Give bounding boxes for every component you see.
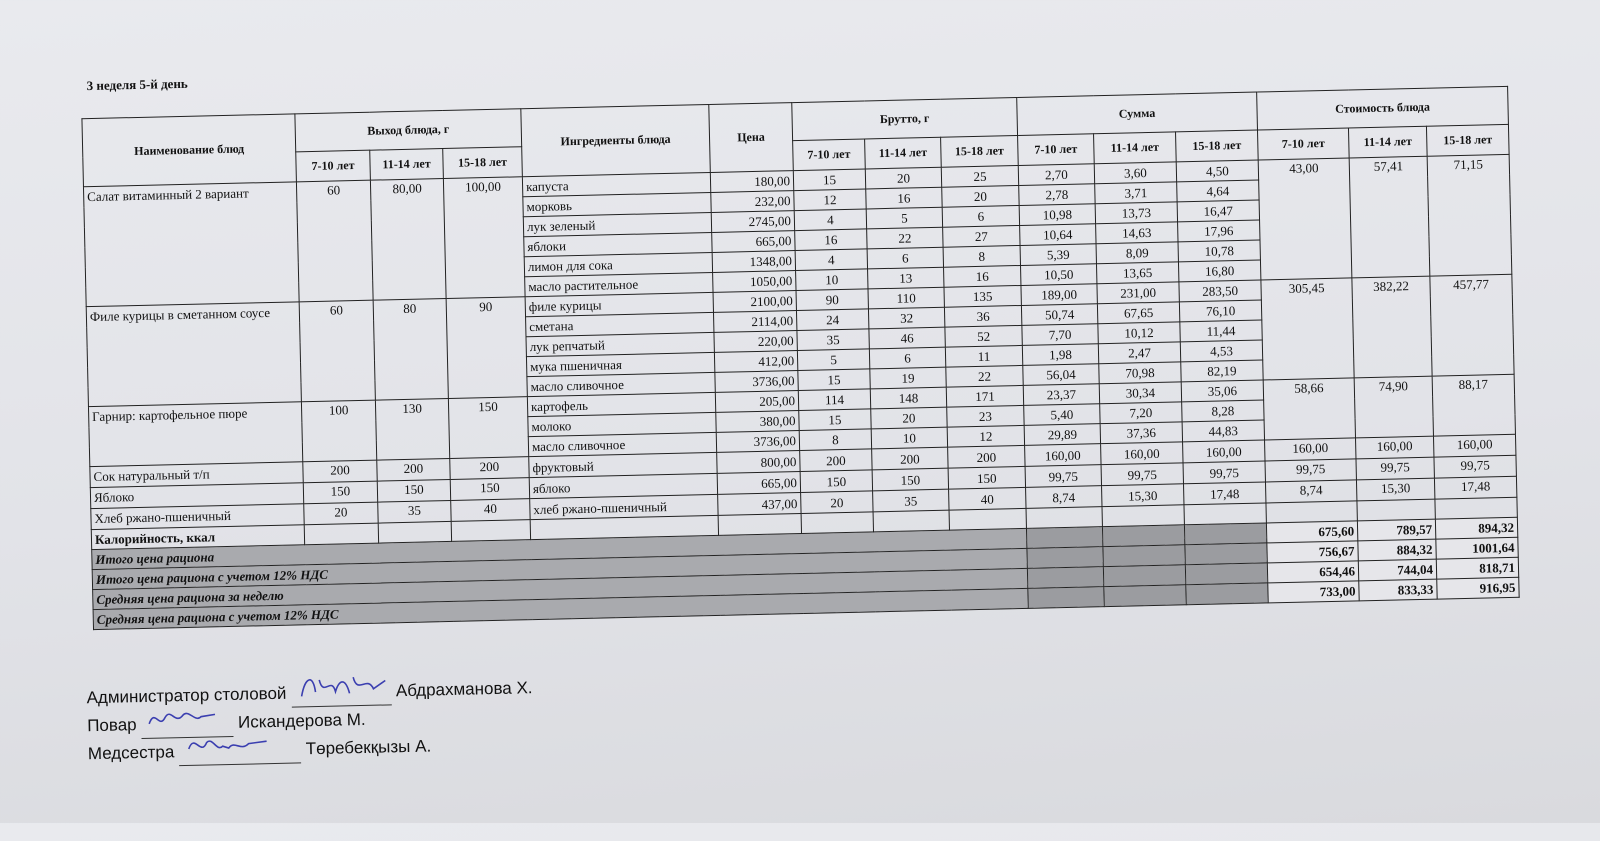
calories-cell bbox=[873, 510, 949, 532]
ingredient-sum: 67,65 bbox=[1097, 302, 1179, 324]
ingredient-price: 3736,00 bbox=[715, 371, 798, 393]
calories-cell bbox=[1357, 499, 1435, 521]
ingredient-brutto: 16 bbox=[795, 229, 867, 251]
dish-cost: 99,75 bbox=[1356, 457, 1434, 480]
ingredient-brutto: 20 bbox=[871, 407, 947, 429]
dish-cost: 382,22 bbox=[1352, 276, 1432, 378]
ingredient-brutto: 15 bbox=[793, 169, 865, 191]
total-blank bbox=[1027, 547, 1103, 569]
dish-cost: 160,00 bbox=[1356, 436, 1434, 459]
ingredient-sum: 16,47 bbox=[1177, 200, 1259, 222]
dish-cost: 71,15 bbox=[1427, 154, 1512, 276]
age-header-sum: 11-14 лет bbox=[1094, 132, 1177, 164]
total-value: 744,04 bbox=[1358, 559, 1436, 581]
ingredient-brutto: 10 bbox=[871, 427, 947, 449]
ingredient-brutto: 200 bbox=[800, 449, 872, 472]
ingredient-brutto: 114 bbox=[798, 389, 870, 411]
total-value: 916,95 bbox=[1437, 577, 1519, 599]
total-value: 654,46 bbox=[1267, 561, 1358, 583]
ingredient-sum: 99,75 bbox=[1183, 461, 1265, 484]
dish-cost: 160,00 bbox=[1265, 438, 1356, 461]
total-blank bbox=[1102, 525, 1184, 547]
calories-cell bbox=[1184, 503, 1266, 525]
signature-field bbox=[291, 682, 391, 707]
dish-name: Сок натуральный т/п bbox=[90, 462, 303, 488]
ingredient-brutto: 6 bbox=[942, 205, 1019, 227]
ingredient-brutto: 200 bbox=[948, 445, 1025, 468]
ingredient-brutto: 150 bbox=[872, 468, 948, 491]
ingredient-sum: 10,64 bbox=[1020, 224, 1096, 246]
ingredient-sum: 8,74 bbox=[1026, 486, 1102, 509]
menu-body bbox=[83, 154, 1519, 629]
ingredient-price: 665,00 bbox=[717, 472, 800, 495]
total-blank bbox=[1184, 523, 1266, 545]
total-value: 675,60 bbox=[1266, 521, 1357, 543]
ingredient-sum: 7,70 bbox=[1022, 324, 1098, 346]
ingredient-brutto: 35 bbox=[797, 329, 869, 351]
age-header-brutto: 11-14 лет bbox=[865, 137, 942, 169]
total-value: 884,32 bbox=[1358, 539, 1436, 561]
total-blank bbox=[1185, 563, 1267, 585]
ingredient-price: 1050,00 bbox=[713, 271, 796, 293]
calories-cell bbox=[1102, 505, 1184, 527]
ingredient-price: 800,00 bbox=[717, 451, 800, 474]
ingredient-sum: 189,00 bbox=[1021, 284, 1097, 306]
ingredient-brutto: 4 bbox=[794, 209, 866, 231]
ingredient-brutto: 32 bbox=[868, 307, 944, 329]
dish-name: Филе курицы в сметанном соусе bbox=[86, 302, 301, 407]
ingredient-price: 3736,00 bbox=[716, 431, 799, 453]
ingredient-sum: 4,53 bbox=[1180, 340, 1262, 362]
ingredient-sum: 8,28 bbox=[1182, 400, 1264, 422]
dish-cost: 305,45 bbox=[1261, 278, 1354, 380]
ingredient-sum: 3,71 bbox=[1095, 182, 1177, 204]
ingredient-sum: 2,47 bbox=[1098, 342, 1180, 364]
ingredient-brutto: 8 bbox=[943, 245, 1020, 267]
total-blank bbox=[1104, 585, 1186, 607]
dish-output: 150 bbox=[377, 479, 450, 502]
total-blank bbox=[1026, 527, 1102, 549]
ingredient-brutto: 19 bbox=[870, 367, 946, 389]
header-output: Выход блюда, г bbox=[295, 109, 522, 152]
total-blank bbox=[1103, 545, 1185, 567]
ingredient-sum: 283,50 bbox=[1179, 280, 1261, 302]
ingredient-name: лук репчатый bbox=[526, 332, 714, 356]
signature-field bbox=[179, 740, 301, 766]
dish-output: 130 bbox=[375, 398, 449, 460]
ingredient-brutto: 27 bbox=[943, 225, 1020, 247]
age-header-cost: 15-18 лет bbox=[1426, 124, 1509, 156]
ingredient-brutto: 110 bbox=[868, 287, 944, 309]
dish-output: 200 bbox=[377, 458, 450, 481]
ingredient-brutto: 15 bbox=[798, 369, 870, 391]
dish-name: Яблоко bbox=[90, 483, 303, 509]
age-header-sum: 7-10 лет bbox=[1018, 134, 1095, 166]
ingredient-sum: 76,10 bbox=[1179, 300, 1261, 322]
dish-output: 60 bbox=[296, 180, 373, 302]
ingredient-name: масло сливочное bbox=[527, 372, 715, 396]
ingredient-sum: 1,98 bbox=[1022, 344, 1098, 366]
ingredient-brutto: 6 bbox=[869, 347, 945, 369]
calories-cell bbox=[1026, 507, 1102, 529]
dish-output: 80,00 bbox=[370, 179, 446, 301]
ingredient-name: лимон для сока bbox=[524, 252, 712, 276]
ingredient-name: фруктовый bbox=[529, 452, 717, 477]
total-value: 894,32 bbox=[1435, 517, 1517, 539]
header-ingredients: Ингредиенты блюда bbox=[521, 104, 710, 176]
dish-cost: 15,30 bbox=[1356, 478, 1434, 501]
ingredient-name: сметана bbox=[526, 312, 714, 336]
ingredient-brutto: 10 bbox=[796, 269, 868, 291]
dish-cost: 99,75 bbox=[1265, 459, 1356, 482]
total-blank bbox=[1028, 587, 1104, 609]
ingredient-sum: 160,00 bbox=[1101, 442, 1183, 465]
ingredient-sum: 5,39 bbox=[1020, 244, 1096, 266]
age-header-cost: 11-14 лет bbox=[1348, 126, 1427, 158]
calories-label: Калорийность, ккал bbox=[91, 525, 304, 550]
total-blank bbox=[1103, 565, 1185, 587]
signature-role: Повар bbox=[86, 715, 142, 736]
ingredient-sum: 10,78 bbox=[1178, 240, 1260, 262]
ingredient-sum: 2,70 bbox=[1018, 164, 1094, 186]
ingredient-brutto: 20 bbox=[942, 185, 1019, 207]
ingredient-brutto: 150 bbox=[800, 470, 872, 493]
signature-name: Искандерова М. bbox=[233, 709, 366, 732]
ingredient-sum: 99,75 bbox=[1025, 465, 1101, 488]
ingredient-brutto: 35 bbox=[873, 489, 949, 512]
ingredient-sum: 37,36 bbox=[1100, 422, 1182, 444]
total-label: Средняя цена рациона с учетом 12% НДС bbox=[93, 588, 1028, 629]
dish-output: 100 bbox=[301, 400, 376, 462]
age-header-brutto: 7-10 лет bbox=[793, 139, 866, 171]
ingredient-sum: 17,48 bbox=[1184, 482, 1266, 505]
ingredient-brutto: 24 bbox=[796, 309, 868, 331]
ingredient-price: 220,00 bbox=[714, 331, 797, 353]
page-title: 3 неделя 5-й день bbox=[86, 75, 188, 94]
header-name: Наименование блюд bbox=[82, 114, 296, 187]
calories-cell bbox=[451, 520, 530, 542]
ingredient-sum: 44,83 bbox=[1182, 420, 1264, 442]
dish-cost: 160,00 bbox=[1433, 434, 1515, 457]
total-label: Итого цена рациона bbox=[92, 528, 1027, 569]
ingredient-brutto: 52 bbox=[945, 325, 1022, 347]
dish-output: 100,00 bbox=[443, 177, 525, 299]
ingredient-sum: 56,04 bbox=[1023, 364, 1099, 386]
ingredient-brutto: 90 bbox=[796, 289, 868, 311]
ingredient-brutto: 46 bbox=[869, 327, 945, 349]
ingredient-brutto: 135 bbox=[944, 285, 1021, 307]
total-label: Итого цена рациона с учетом 12% НДС bbox=[92, 548, 1027, 589]
signature-name: Төребекқызы А. bbox=[300, 736, 432, 759]
ingredient-brutto: 20 bbox=[801, 491, 873, 514]
dish-cost: 57,41 bbox=[1349, 156, 1430, 278]
dish-output: 80 bbox=[373, 299, 448, 401]
calories-cell bbox=[718, 514, 801, 536]
menu-table bbox=[81, 86, 1519, 630]
dish-output: 200 bbox=[450, 457, 529, 480]
ingredient-sum: 13,65 bbox=[1096, 262, 1178, 284]
header-brutto: Брутто, г bbox=[792, 98, 1018, 141]
ingredient-price: 2114,00 bbox=[713, 311, 796, 333]
ingredient-brutto: 4 bbox=[795, 249, 867, 271]
ingredient-sum: 16,80 bbox=[1178, 260, 1260, 282]
ingredient-sum: 7,20 bbox=[1100, 402, 1182, 424]
dish-output: 200 bbox=[303, 460, 377, 483]
ingredient-price: 412,00 bbox=[714, 351, 797, 373]
ingredient-sum: 14,63 bbox=[1096, 222, 1178, 244]
ingredient-brutto: 5 bbox=[797, 349, 869, 371]
dish-name: Салат витаминный 2 вариант bbox=[83, 182, 299, 307]
calories-cell bbox=[304, 523, 378, 545]
ingredient-brutto: 8 bbox=[799, 429, 871, 451]
dish-cost: 74,90 bbox=[1354, 376, 1433, 438]
ingredient-sum: 4,50 bbox=[1176, 160, 1258, 182]
ingredient-price: 2745,00 bbox=[711, 211, 794, 233]
ingredient-sum: 82,19 bbox=[1181, 360, 1263, 382]
ingredient-sum: 99,75 bbox=[1101, 463, 1183, 486]
ingredient-sum: 11,44 bbox=[1180, 320, 1262, 342]
calories-cell bbox=[1435, 497, 1517, 519]
header-sum: Сумма bbox=[1017, 92, 1258, 135]
ingredient-sum: 160,00 bbox=[1183, 440, 1265, 463]
age-header-cost: 7-10 лет bbox=[1257, 128, 1349, 160]
signature-name: Абдрахманова Х. bbox=[390, 678, 533, 701]
ingredient-sum: 35,06 bbox=[1181, 380, 1263, 402]
ingredient-price: 205,00 bbox=[715, 391, 798, 413]
ingredient-sum: 13,73 bbox=[1095, 202, 1177, 224]
dish-cost: 8,74 bbox=[1265, 480, 1356, 503]
dish-cost: 457,77 bbox=[1430, 274, 1514, 376]
ingredient-brutto: 11 bbox=[945, 345, 1022, 367]
ingredient-brutto: 22 bbox=[946, 365, 1023, 387]
total-value: 833,33 bbox=[1359, 579, 1437, 601]
ingredient-price: 1348,00 bbox=[712, 251, 795, 273]
ingredient-sum: 17,96 bbox=[1178, 220, 1260, 242]
age-header-output: 11-14 лет bbox=[370, 149, 444, 181]
ingredient-sum: 70,98 bbox=[1099, 362, 1181, 384]
signature-role: Медсестра bbox=[87, 742, 180, 764]
signature-scribble bbox=[183, 729, 280, 765]
ingredient-brutto: 15 bbox=[799, 409, 871, 431]
calories-cell bbox=[378, 521, 451, 543]
total-blank bbox=[1186, 583, 1268, 605]
ingredient-name: морковь bbox=[523, 192, 711, 216]
ingredient-brutto: 16 bbox=[866, 187, 942, 209]
ingredient-brutto: 25 bbox=[941, 165, 1018, 187]
ingredient-name: мука пшеничная bbox=[526, 352, 714, 376]
ingredient-price: 180,00 bbox=[710, 171, 793, 193]
header-cost: Стоимость блюда bbox=[1257, 86, 1509, 130]
total-blank bbox=[1185, 543, 1267, 565]
ingredient-sum: 50,74 bbox=[1021, 304, 1097, 326]
dish-output: 40 bbox=[451, 499, 530, 522]
ingredient-sum: 160,00 bbox=[1025, 444, 1101, 467]
dish-name: Гарнир: картофельное пюре bbox=[88, 402, 302, 467]
age-header-output: 15-18 лет bbox=[443, 147, 523, 179]
dish-cost: 17,48 bbox=[1434, 476, 1516, 499]
ingredient-sum: 5,40 bbox=[1024, 404, 1100, 426]
ingredient-brutto: 171 bbox=[946, 385, 1023, 407]
dish-output: 150 bbox=[450, 478, 529, 501]
ingredient-name: молоко bbox=[528, 412, 716, 436]
dish-cost: 58,66 bbox=[1263, 378, 1355, 440]
dish-output: 150 bbox=[448, 397, 528, 459]
total-label: Средняя цена рациона за неделю bbox=[93, 568, 1028, 609]
ingredient-brutto: 22 bbox=[867, 227, 943, 249]
age-header-sum: 15-18 лет bbox=[1176, 130, 1259, 162]
ingredient-name: филе курицы bbox=[525, 292, 713, 316]
dish-cost: 99,75 bbox=[1434, 455, 1516, 478]
header-price: Цена bbox=[709, 103, 794, 173]
ingredient-sum: 231,00 bbox=[1097, 282, 1179, 304]
total-value: 733,00 bbox=[1268, 581, 1359, 603]
age-header-output: 7-10 лет bbox=[296, 150, 371, 182]
ingredient-brutto: 36 bbox=[944, 305, 1021, 327]
ingredient-brutto: 6 bbox=[867, 247, 943, 269]
ingredient-price: 437,00 bbox=[718, 493, 801, 516]
ingredient-name: картофель bbox=[527, 392, 715, 416]
ingredient-sum: 4,64 bbox=[1177, 180, 1259, 202]
ingredient-brutto: 12 bbox=[947, 425, 1024, 447]
ingredient-sum: 15,30 bbox=[1102, 484, 1184, 507]
ingredient-sum: 30,34 bbox=[1099, 382, 1181, 404]
ingredient-sum: 23,37 bbox=[1023, 384, 1099, 406]
ingredient-sum: 3,60 bbox=[1094, 162, 1176, 184]
ingredient-sum: 29,89 bbox=[1024, 424, 1100, 446]
dish-name: Хлеб ржано-пшеничный bbox=[91, 504, 304, 530]
calories-cell bbox=[801, 512, 873, 534]
ingredient-sum: 10,50 bbox=[1021, 264, 1097, 286]
ingredient-brutto: 200 bbox=[872, 447, 948, 470]
ingredient-price: 380,00 bbox=[716, 411, 799, 433]
ingredient-brutto: 12 bbox=[794, 189, 866, 211]
ingredient-brutto: 23 bbox=[947, 405, 1024, 427]
ingredient-name: яблоки bbox=[524, 232, 712, 256]
ingredient-price: 232,00 bbox=[711, 191, 794, 213]
dish-output: 35 bbox=[378, 500, 451, 523]
ingredient-name: масло растительное bbox=[525, 272, 713, 296]
ingredient-name: капуста bbox=[522, 172, 710, 196]
signatures bbox=[86, 674, 534, 768]
total-value: 818,71 bbox=[1436, 557, 1518, 579]
dish-output: 20 bbox=[304, 502, 378, 525]
ingredient-sum: 2,78 bbox=[1019, 184, 1095, 206]
ingredient-brutto: 40 bbox=[949, 487, 1026, 510]
ingredient-price: 665,00 bbox=[712, 231, 795, 253]
age-header-brutto: 15-18 лет bbox=[941, 135, 1019, 167]
ingredient-brutto: 150 bbox=[948, 466, 1025, 489]
ingredient-price: 2100,00 bbox=[713, 291, 796, 313]
ingredient-sum: 8,09 bbox=[1096, 242, 1178, 264]
dish-cost: 88,17 bbox=[1432, 374, 1515, 436]
dish-cost: 43,00 bbox=[1258, 158, 1352, 280]
signature-role: Администратор столовой bbox=[86, 683, 292, 708]
calories-cell bbox=[949, 508, 1026, 530]
calories-cell bbox=[1266, 501, 1357, 523]
ingredient-name: хлеб ржано-пшеничный bbox=[530, 494, 718, 519]
ingredient-name: лук зеленый bbox=[523, 212, 711, 236]
ingredient-brutto: 5 bbox=[866, 207, 942, 229]
total-value: 756,67 bbox=[1267, 541, 1358, 563]
ingredient-brutto: 13 bbox=[868, 267, 944, 289]
ingredient-brutto: 148 bbox=[870, 387, 946, 409]
total-value: 789,57 bbox=[1357, 519, 1435, 541]
ingredient-brutto: 20 bbox=[865, 167, 941, 189]
dish-output: 60 bbox=[299, 300, 375, 402]
signature-scribble bbox=[295, 670, 392, 706]
total-blank bbox=[1027, 567, 1103, 589]
dish-output: 150 bbox=[303, 481, 377, 504]
ingredient-brutto: 16 bbox=[944, 265, 1021, 287]
ingredient-name: масло сливочное bbox=[528, 432, 716, 456]
ingredient-sum: 10,12 bbox=[1098, 322, 1180, 344]
ingredient-name: яблоко bbox=[529, 473, 717, 498]
ingredient-sum: 10,98 bbox=[1019, 204, 1095, 226]
total-value: 1001,64 bbox=[1436, 537, 1518, 559]
dish-output: 90 bbox=[446, 297, 527, 399]
